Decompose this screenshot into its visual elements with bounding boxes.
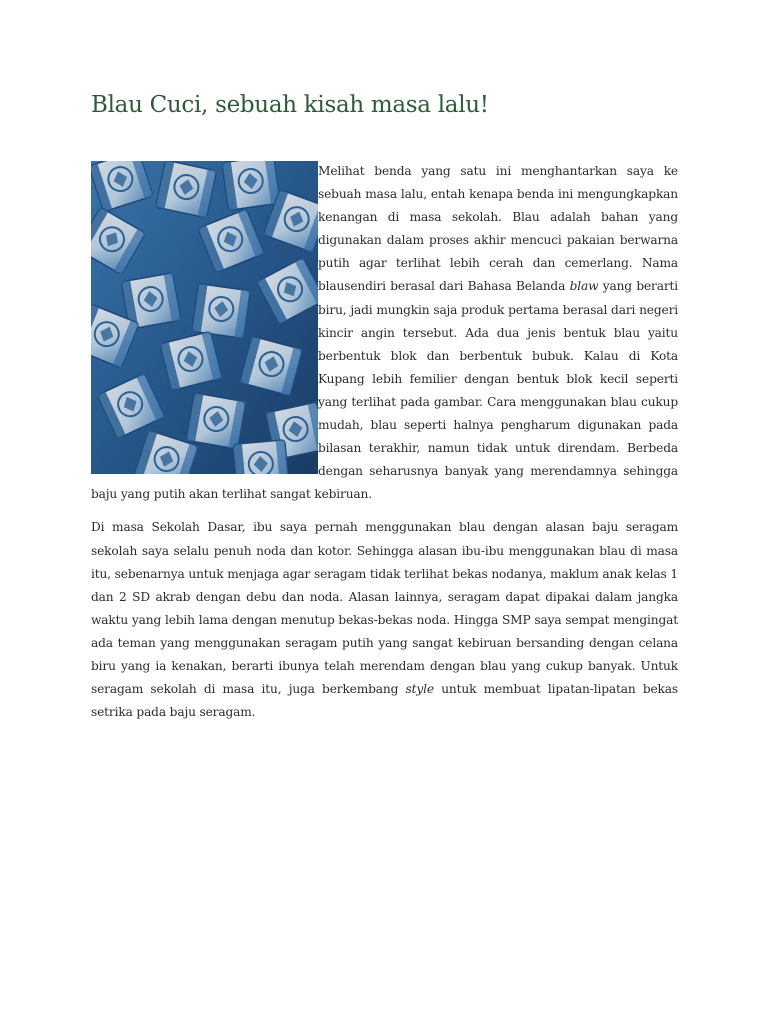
paragraph-2-text-b: untuk membuat lipatan-lipatan bekas setrika pada baju seragam. [91,682,678,720]
paragraph-1 [91,160,678,506]
paragraph-1-text-a: Melihat benda yang satu ini menghantarkan saya ke sebuah masa lalu, entah kenapa benda ini mengungkapkan kenangan di masa sekolah. Blau adalah bahan yang digunakan dalam proses akhir mencuci pakaian berwarna putih agar terlihat lebih cerah dan cemerlang. Nama blausendiri berasal dari Bahasa Belanda [318,164,678,294]
paragraph-1-italic: blaw [569,279,599,294]
paragraph-2-italic: style [405,682,434,697]
paragraph-2-text-a: Di masa Sekolah Dasar, ibu saya pernah menggunakan blau dengan alasan baju seragam sekolah saya selalu penuh noda dan kotor. Sehingga alasan ibu-ibu menggunakan blau di masa itu, sebenarnya untuk menjaga agar seragam tidak terlihat bekas nodanya, maklum anak kelas 1 dan 2 SD akrab dengan debu dan noda. Alasan lainnya, seragam dapat dipakai dalam jangka waktu yang lebih lama dengan menutup bekas-bekas noda. Hingga SMP saya sempat mengingat ada teman yang menggunakan seragam putih yang sangat kebiruan bersanding dengan celana biru yang ia kenakan, berarti ibunya telah merendam dengan blau yang cukup banyak. Untuk seragam sekolah di masa itu, juga berkembang [91,520,678,697]
blau-packets-photo [91,161,318,474]
page-title: Blau Cuci, sebuah kisah masa lalu! [91,92,489,118]
paragraph-2 [91,516,678,724]
paragraph-1-text-b: yang berarti biru, jadi mungkin saja produk pertama berasal dari negeri kincir angin tersebut. Ada dua jenis bentuk blau yaitu berbentuk blok dan berbentuk bubuk. Kalau di Kota Kupang lebih femilier dengan bentuk blok kecil seperti yang terlihat pada gambar. Cara menggunakan blau cukup mudah, blau seperti halnya pengharum digunakan pada bilasan terakhir, namun tidak untuk direndam. Berbeda dengan seharusnya banyak yang merendamnya sehingga baju yang putih akan terlihat sangat kebiruan. [91,279,679,502]
article-body [91,160,678,724]
